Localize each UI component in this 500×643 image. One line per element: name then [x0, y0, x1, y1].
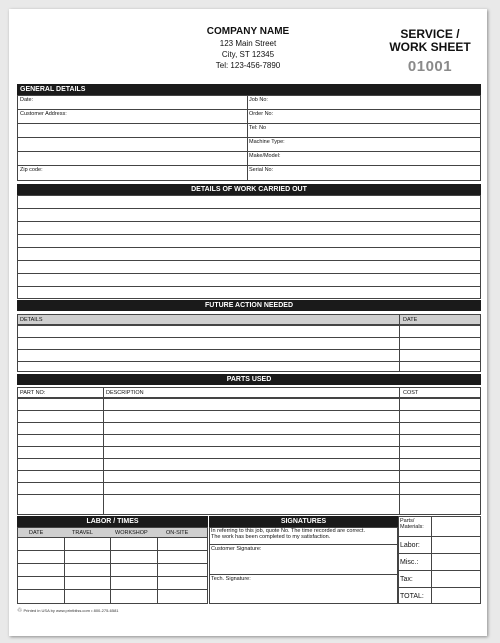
labor-column-header [17, 527, 208, 538]
field-tel-no[interactable]: Tel: No [249, 125, 267, 131]
signatures-header: SIGNATURES [209, 516, 398, 527]
form-title-line-1: SERVICE / [400, 27, 460, 41]
labor-col-travel: TRAVEL [72, 530, 93, 536]
print-footer [17, 607, 119, 614]
tech-signature-field[interactable]: Tech. Signature: [211, 576, 251, 582]
total-parts-label-1: Parts/ [400, 518, 415, 524]
parts-column-header [17, 387, 481, 398]
company-name: COMPANY NAME [206, 26, 290, 37]
signature-statement-1: In referring to this job, quote No. The time recorded are correct. [211, 528, 365, 534]
company-street: 123 Main Street [219, 39, 277, 48]
footer-text: Printed in USA by www.printbliss.com • 800-275-6581 [23, 608, 119, 613]
field-order-no[interactable]: Order No: [249, 111, 274, 117]
parts-used-table[interactable] [17, 398, 481, 515]
field-job-no[interactable]: Job No: [249, 97, 268, 103]
labor-times-header: LABOR / TIMES [17, 516, 208, 527]
field-make-model[interactable]: Make/Model: [249, 153, 281, 159]
signature-statement-2: The work has been completed to my satisfaction. [211, 534, 331, 540]
field-zip-code[interactable]: Zip code: [20, 167, 43, 173]
work-sheet-form [9, 9, 487, 636]
col-cost: COST [403, 390, 419, 396]
total-labor-label: Labor: [400, 542, 420, 549]
future-action-column-header [17, 314, 481, 325]
col-details: DETAILS [20, 317, 43, 323]
field-serial-no[interactable]: Serial No: [249, 167, 274, 173]
col-description: DESCRIPTION [106, 390, 144, 396]
form-title-line-2: WORK SHEET [389, 40, 471, 54]
labor-col-workshop: WORKSHOP [115, 530, 148, 536]
company-city: City, ST 12345 [221, 50, 275, 59]
work-details-header: DETAILS OF WORK CARRIED OUT [17, 184, 481, 195]
parts-used-header: PARTS USED [17, 374, 481, 385]
field-machine-type[interactable]: Machine Type: [249, 139, 285, 145]
customer-signature-field[interactable]: Customer Signature: [211, 546, 262, 552]
col-part-no: PART NO: [20, 390, 46, 396]
recycle-icon: ♲ [17, 608, 23, 614]
form-title-block [385, 28, 475, 75]
total-parts-label-2: Materials: [400, 524, 424, 530]
field-customer-address[interactable]: Customer Address: [20, 111, 67, 117]
field-date[interactable]: Date: [20, 97, 34, 103]
form-number: 01001 [407, 58, 453, 75]
labor-col-on-site: ON-SITE [166, 530, 189, 536]
total-misc-label: Misc.: [400, 559, 419, 566]
company-tel: Tel: 123-456-7890 [215, 61, 281, 70]
total-tax-label: Tax: [400, 576, 413, 583]
col-date: DATE [403, 317, 418, 323]
grand-total-label: TOTAL: [400, 593, 424, 600]
future-action-header: FUTURE ACTION NEEDED [17, 300, 481, 311]
labor-col-date: DATE [29, 530, 44, 536]
general-details-header: GENERAL DETAILS [17, 84, 481, 95]
